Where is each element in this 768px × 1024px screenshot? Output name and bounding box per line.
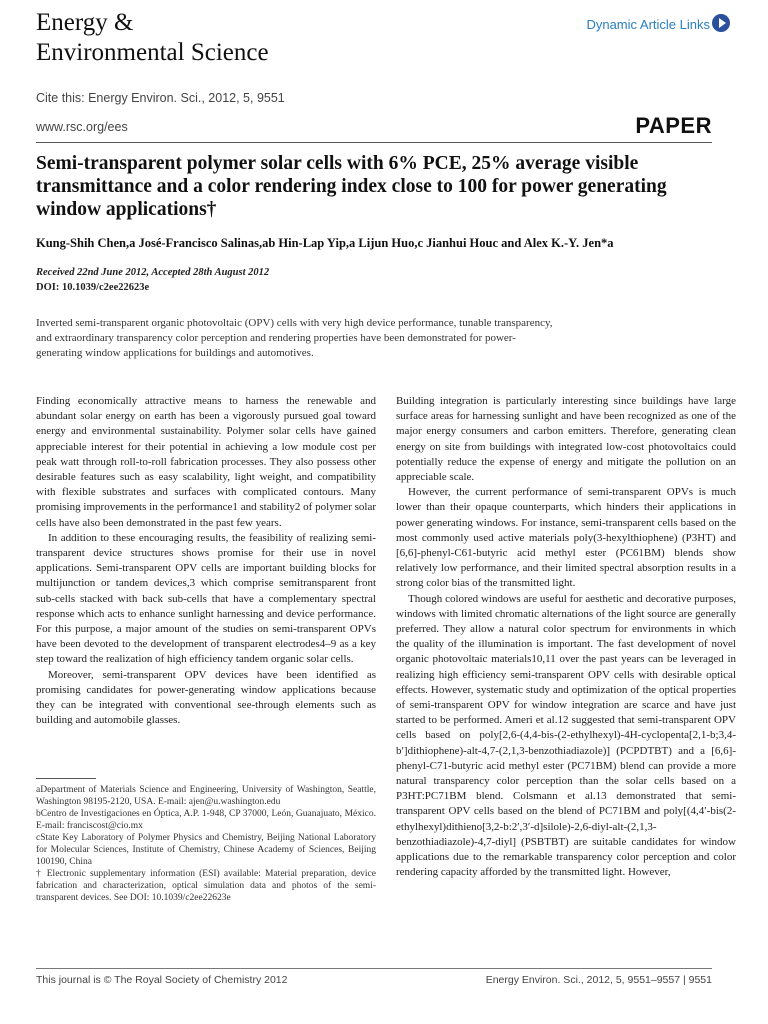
body-paragraph: Finding economically attractive means to harness the renewable and abundant solar energy on earth has been a vigorously pursued goal toward energy and environmental sustainability. Polymer solar cells have gained appreciable interest for their potential in achieving a low module cost per peak watt through roll-to-roll fabrication processes. They also possess other desirable features such as easy scalability, light weight, and compatibility with flexible substrates and surfaces with complicated contours. Many promising improvements in the performance1 and stability2 of polymer solar cells have also been demonstrated in the past few years. (36, 395, 376, 529)
journal-name (36, 8, 269, 68)
body-paragraph: However, the current performance of semi-transparent OPVs is much lower than their opaque counterparts, which hinders their applications in power generating windows. For instance, semi-transparent cells based on the most commonly used active materials poly(3-hexylthiophene) (P3HT) and [6,6]-phenyl-C61-butyric acid methyl ester (PC61BM) blends show relatively low performance, and their limited spectral absorption results in a strong color bias of the transmitted light. (396, 486, 736, 590)
footnote-affiliation-b: bCentro de Investigaciones en Óptica, A.P. 1-948, CP 37000, León, Guanajuato, México. E-mail: franciscost@cio.mx (36, 809, 376, 831)
copyright-notice: This journal is © The Royal Society of Chemistry 2012 (36, 974, 288, 986)
footer-divider (36, 968, 712, 969)
body-column-right (396, 394, 736, 881)
page-citation: Energy Environ. Sci., 2012, 5, 9551–9557 | 9551 (485, 974, 712, 986)
article-type-label: PAPER (635, 113, 712, 138)
dynamic-article-links[interactable]: Dynamic Article Links (586, 17, 710, 32)
body-paragraph: Building integration is particularly interesting since buildings have large surface areas for harnessing sunlight and have been recognized as one of the major energy consumers and carbon emitters. Therefore, generating clean energy on site from buildings with integrated low-cost photovoltaics could potentially reduce the expense of energy and mitigate the pollution on an appreciable scale. (396, 395, 736, 484)
body-paragraph: In addition to these encouraging results, the feasibility of realizing semi-transparent device structures shows promise for their use in novel applications. Semi-transparent OPV cells are important building blocks for multijunction or tandem devices,3 which comprise semitransparent front sub-cells stacked with back sub-cells that have a complementary spectral response which acts to enhance sunlight harnessing and device performance. For this purpose, a major amount of the studies on semi-transparent OPVs have been devoted to the development of transparent electrodes4–9 as a key step toward the realization of high efficiency tandem organic solar cells. (36, 531, 376, 666)
article-doi: DOI: 10.1039/c2ee22623e (36, 282, 150, 293)
body-column-left (36, 394, 376, 728)
play-arrow-icon[interactable] (712, 14, 730, 32)
header-divider (36, 142, 712, 143)
body-paragraph: Moreover, semi-transparent OPV devices have been identified as promising candidates for power-generating window applications because they can be integrated with conventional see-through elements such as building and automobile glasses. (36, 668, 376, 727)
journal-url[interactable]: www.rsc.org/ees (36, 120, 128, 134)
footnotes (36, 784, 376, 904)
footnote-divider (36, 778, 96, 779)
citation-line: Cite this: Energy Environ. Sci., 2012, 5, 9551 (36, 91, 285, 105)
journal-name-line-1: Energy & (36, 9, 134, 36)
article-title: Semi-transparent polymer solar cells with 6% PCE, 25% average visible transmittance and a color rendering index close to 100 for power generating window applications† (36, 153, 667, 220)
body-paragraph: Though colored windows are useful for aesthetic and decorative purposes, windows with limited chromatic alternations of the light source are generally preferred. They allow a natural color spectrum for environments in which the quality of the illumination is important. The fast development of novel organic photovoltaic materials10,11 over the past years can be leveraged in realizing high efficiency semi-transparent OPV cells with desirable optical effects. However, systematic study and optimization of the optical properties of semi-transparent OPV for window integration are scarce and have just started to be performed. Ameri et al.12 suggested that semi-transparent OPV cells based on poly[2,6-(4,4-bis-(2-ethylhexyl)-4H-cyclopenta[2,1-b;3,4-b′]dithiophene)-alt-4,7-(2,1,3-benzothiadiazole)] (PCPDTBT) and a [6,6]-phenyl-C71-butyric acid methyl ester (PC71BM) blend can provide a more natural transparency color perception than the solar cells based on a P3HT:PC71BM blend. Colsmann et al.13 demonstrated that semi-transparent OPV cells based on the blend of PC71BM and poly[(4,4′-bis(2-ethylhexyl)dithieno[3,2-b:2′,3′-d]silole)-2,6-diyl-alt-(2,1,3-benzothiadiazole)-4,7-diyl] (PSBTBT) are suitable candidates for window applications due to the remarkable transparency color perception and color rendering capacity afforded by the transmitted light. However, (396, 592, 736, 879)
received-dates: Received 22nd June 2012, Accepted 28th August 2012 (36, 267, 270, 278)
journal-name-line-2: Environmental Science (36, 39, 269, 66)
abstract: Inverted semi-transparent organic photovoltaic (OPV) cells with very high device performance, tunable transparency, and extraordinary transparency color perception and rendering properties have been demonstrated for power-generating window applications for buildings and automotives. (36, 317, 553, 359)
footnote-affiliation-a: aDepartment of Materials Science and Engineering, University of Washington, Seattle, Washington 98195-2120, USA. E-mail: ajen@u.washington.edu (36, 785, 376, 807)
footnote-affiliation-c: cState Key Laboratory of Polymer Physics and Chemistry, Beijing National Laboratory for Molecular Sciences, Institute of Chemistry, Chinese Academy of Sciences, Beijing 100190, China (36, 833, 376, 867)
author-list: Kung-Shih Chen,a José-Francisco Salinas,ab Hin-Lap Yip,a Lijun Huo,c Jianhui Houc and Alex K.-Y. Jen*a (36, 236, 614, 250)
footnote-esi: † Electronic supplementary information (ESI) available: Material preparation, device fabrication and characterization, optical simulation data and photos of the semi-transparent devices. See DOI: 10.1039/c2ee22623e (36, 869, 376, 903)
